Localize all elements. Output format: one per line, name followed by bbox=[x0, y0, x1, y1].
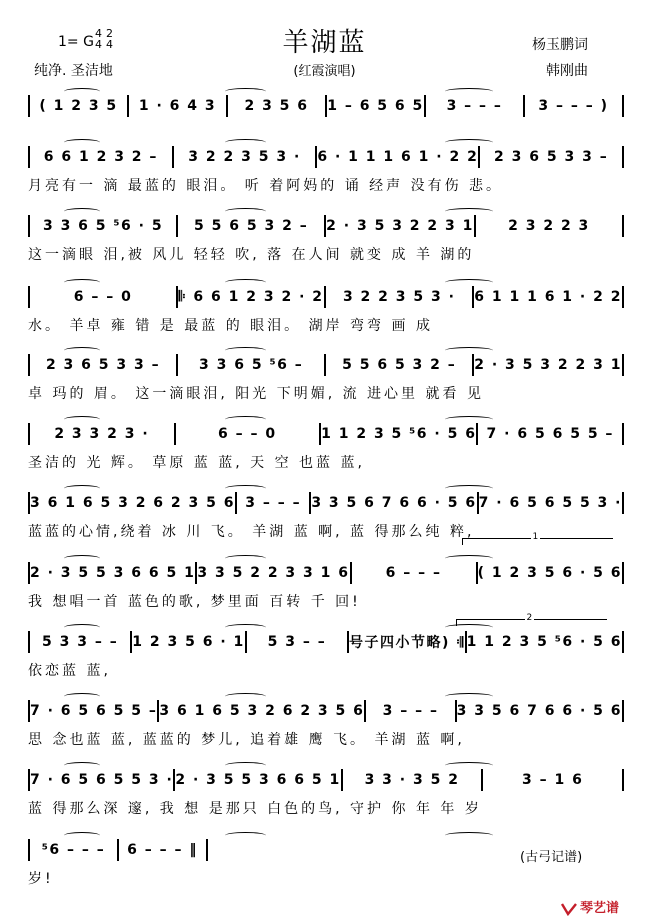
barline bbox=[622, 562, 624, 584]
slur-mark bbox=[225, 485, 267, 492]
measure: 2 3 6 5 3 3 – bbox=[494, 149, 609, 165]
logo-icon bbox=[560, 902, 578, 916]
measure: 2 3 3 2 3 · bbox=[54, 426, 150, 442]
slur-mark bbox=[64, 832, 100, 839]
measure: 1 2 3 5 6 · 1 bbox=[132, 634, 245, 650]
measure: 3 – – – bbox=[245, 495, 302, 511]
barline bbox=[622, 354, 624, 376]
measure: 2 · 3 5 3 2 2 3 1 bbox=[326, 218, 474, 234]
slur-mark bbox=[445, 88, 493, 95]
slur-mark bbox=[64, 139, 100, 146]
slur-mark bbox=[64, 693, 100, 700]
slur-mark bbox=[225, 832, 267, 839]
measure: ( 1 2 3 5 bbox=[39, 98, 118, 114]
lyrics-line: 依恋蓝 蓝, bbox=[28, 663, 111, 679]
measure: 3 2 2 3 5 3 · bbox=[188, 149, 301, 165]
barline bbox=[622, 423, 624, 445]
measure: 3 3 · 3 5 2 bbox=[364, 772, 460, 788]
slur-mark bbox=[225, 208, 267, 215]
slur-mark bbox=[445, 347, 493, 354]
slur-mark bbox=[64, 208, 100, 215]
lyrics-line: 圣洁的 光 辉。 草原 蓝 蓝, 天 空 也蓝 蓝, bbox=[28, 455, 365, 471]
notation-line bbox=[28, 145, 624, 170]
barline bbox=[622, 95, 624, 117]
barline bbox=[622, 700, 624, 722]
lyrics-line: 岁! bbox=[28, 871, 54, 887]
barline bbox=[622, 631, 624, 653]
slur-mark bbox=[225, 762, 267, 769]
lyrics-line: 这一滴眼 泪,被 风儿 轻轻 吹, 落 在人间 就变 成 羊 湖的 bbox=[28, 247, 475, 263]
lyrics-line: 思 念也蓝 蓝, 蓝蓝的 梦儿, 追着雄 鹰 飞。 羊湖 蓝 啊, bbox=[28, 732, 465, 748]
measure: 1 1 2 3 5 ⁵6 · 5 6 bbox=[466, 634, 622, 650]
lyricist: 杨玉鹏词 bbox=[532, 37, 588, 53]
slur-mark bbox=[64, 762, 100, 769]
measure: 6 – – 0 bbox=[73, 289, 133, 305]
measure: 2 · 3 5 5 3 6 6 5 1 bbox=[175, 772, 341, 788]
measure: 5 5 6 5 3 2 – bbox=[342, 357, 457, 373]
lyrics-line: 卓 玛的 眉。 这一滴眼泪, 阳光 下明媚, 流 进心里 就看 见 bbox=[28, 386, 484, 402]
measure: 3 – – – bbox=[382, 703, 439, 719]
slur-mark bbox=[225, 555, 267, 562]
slur-mark bbox=[445, 693, 493, 700]
lyrics-line: 我 想唱一首 蓝色的歌, 梦里面 百转 千 回! bbox=[28, 594, 361, 610]
barline bbox=[622, 492, 624, 514]
transcriber-credit: (古弓记谱) bbox=[520, 850, 583, 865]
barline bbox=[622, 769, 624, 791]
measure: 7 · 6 5 6 5 5 3 · bbox=[30, 772, 174, 788]
slur-mark bbox=[445, 279, 493, 286]
measure: 1 1 2 3 5 ⁵6 · 5 6 bbox=[321, 426, 477, 442]
notation-line bbox=[28, 285, 624, 310]
measure: 𝄆 6 6 1 2 3 2 · 2 bbox=[178, 289, 324, 305]
slur-mark bbox=[445, 832, 493, 839]
notation-line bbox=[28, 94, 624, 119]
slur-mark bbox=[64, 88, 100, 95]
barline bbox=[206, 839, 208, 861]
notation-line bbox=[28, 561, 624, 586]
song-title: 羊湖蓝 bbox=[282, 28, 367, 58]
measure: 2 3 6 5 3 3 – bbox=[45, 357, 161, 373]
measure: 3 – 1 6 bbox=[521, 772, 584, 788]
measure: 6 – – – ‖ bbox=[127, 842, 198, 858]
slur-mark bbox=[445, 139, 493, 146]
measure: 1 – 6 5 6 5 bbox=[327, 98, 424, 114]
slur-mark bbox=[225, 139, 267, 146]
volta-first: 1 bbox=[462, 538, 613, 545]
notation-line bbox=[28, 768, 624, 793]
measure: 2 3 2 2 3 bbox=[508, 218, 590, 234]
measure: 3 2 2 3 5 3 · bbox=[342, 289, 456, 305]
slur-mark bbox=[445, 208, 493, 215]
measure: 5 3 3 – – bbox=[42, 634, 119, 650]
measure: 2 · 3 5 5 3 6 6 5 1 bbox=[30, 565, 196, 581]
slur-mark bbox=[64, 416, 100, 423]
measure: 3 – – – ) bbox=[538, 98, 609, 114]
notation-line bbox=[28, 630, 624, 655]
singer: (红霞演唱) bbox=[293, 64, 356, 79]
slur-mark bbox=[445, 762, 493, 769]
barline bbox=[622, 215, 624, 237]
measure: 6 6 1 2 3 2 – bbox=[43, 149, 158, 165]
time-signature: 4 4 2 4 bbox=[95, 27, 113, 51]
key-signature: 1= G bbox=[58, 34, 94, 50]
slur-mark bbox=[64, 624, 100, 631]
slur-mark bbox=[64, 279, 100, 286]
measure: 6 – – 0 bbox=[218, 426, 277, 442]
notation-line bbox=[28, 838, 208, 863]
measure: 3 6 1 6 5 3 2 6 2 3 5 6 bbox=[30, 495, 236, 511]
notation-line bbox=[28, 353, 624, 378]
measure: 6 1 1 1 6 1 · 2 2 bbox=[474, 289, 622, 305]
slur-mark bbox=[64, 555, 100, 562]
notation-line bbox=[28, 214, 624, 239]
measure: 号子四小节略) 𝄇 bbox=[349, 635, 465, 651]
slur-mark bbox=[445, 416, 493, 423]
measure: 5 5 6 5 3 2 – bbox=[194, 218, 309, 234]
measure: 2 · 3 5 3 2 2 3 1 bbox=[474, 357, 622, 373]
performance-style: 纯净. 圣洁地 bbox=[34, 63, 113, 79]
lyrics-line: 蓝蓝的心情,绕着 冰 川 飞。 羊湖 蓝 啊, 蓝 得那么纯 粹, bbox=[28, 524, 475, 540]
slur-mark bbox=[64, 347, 100, 354]
measure: 5 3 – – bbox=[267, 634, 327, 650]
slur-mark bbox=[445, 485, 493, 492]
measure: 7 · 6 5 6 5 5 3 · bbox=[478, 495, 622, 511]
measure: ⁵6 – – – bbox=[41, 842, 106, 858]
lyrics-line: 水。 羊卓 雍 错 是 最蓝 的 眼泪。 湖岸 弯弯 画 成 bbox=[28, 318, 433, 334]
measure: 7 · 6 5 6 5 5 – bbox=[30, 703, 158, 719]
lyrics-line: 月亮有一 滴 最蓝的 眼泪。 听 着阿妈的 诵 经声 没有伤 悲。 bbox=[28, 178, 504, 194]
measure: 3 – – – bbox=[446, 98, 503, 114]
measure: 3 3 6 5 ⁵6 – bbox=[199, 357, 304, 373]
measure: 3 3 6 5 ⁵6 · 5 bbox=[42, 218, 164, 234]
measure: 3 6 1 6 5 3 2 6 2 3 5 6 bbox=[159, 703, 365, 719]
measure: ( 1 2 3 5 6 · 5 6 bbox=[477, 565, 622, 581]
lyrics-line: 蓝 得那么深 邃, 我 想 是那只 白色的鸟, 守护 你 年 年 岁 bbox=[28, 801, 482, 817]
measure: 6 – – – bbox=[385, 565, 442, 581]
measure: 3 3 5 6 7 6 6 · 5 6 bbox=[456, 703, 622, 719]
measure: 3 3 5 6 7 6 6 · 5 6 bbox=[311, 495, 477, 511]
slur-mark bbox=[225, 279, 267, 286]
measure: 2 3 5 6 bbox=[244, 98, 309, 114]
composer: 韩刚曲 bbox=[546, 63, 588, 79]
barline bbox=[622, 286, 624, 308]
slur-mark bbox=[64, 485, 100, 492]
slur-mark bbox=[225, 693, 267, 700]
slur-mark bbox=[225, 416, 267, 423]
measure: 1 · 6 4 3 bbox=[138, 98, 217, 114]
slur-mark bbox=[445, 555, 493, 562]
slur-mark bbox=[225, 624, 267, 631]
barline bbox=[622, 146, 624, 168]
notation-line bbox=[28, 699, 624, 724]
measure: 6 · 1 1 1 6 1 · 2 2 bbox=[317, 149, 479, 165]
slur-mark bbox=[225, 88, 267, 95]
measure: 7 · 6 5 6 5 5 – bbox=[486, 426, 614, 442]
notation-line bbox=[28, 422, 624, 447]
slur-mark bbox=[225, 347, 267, 354]
measure: 3 3 5 2 2 3 3 1 6 bbox=[197, 565, 350, 581]
site-logo[interactable]: 琴艺谱 bbox=[560, 897, 619, 916]
notation-line bbox=[28, 491, 624, 516]
volta-second: 2 bbox=[456, 619, 607, 626]
